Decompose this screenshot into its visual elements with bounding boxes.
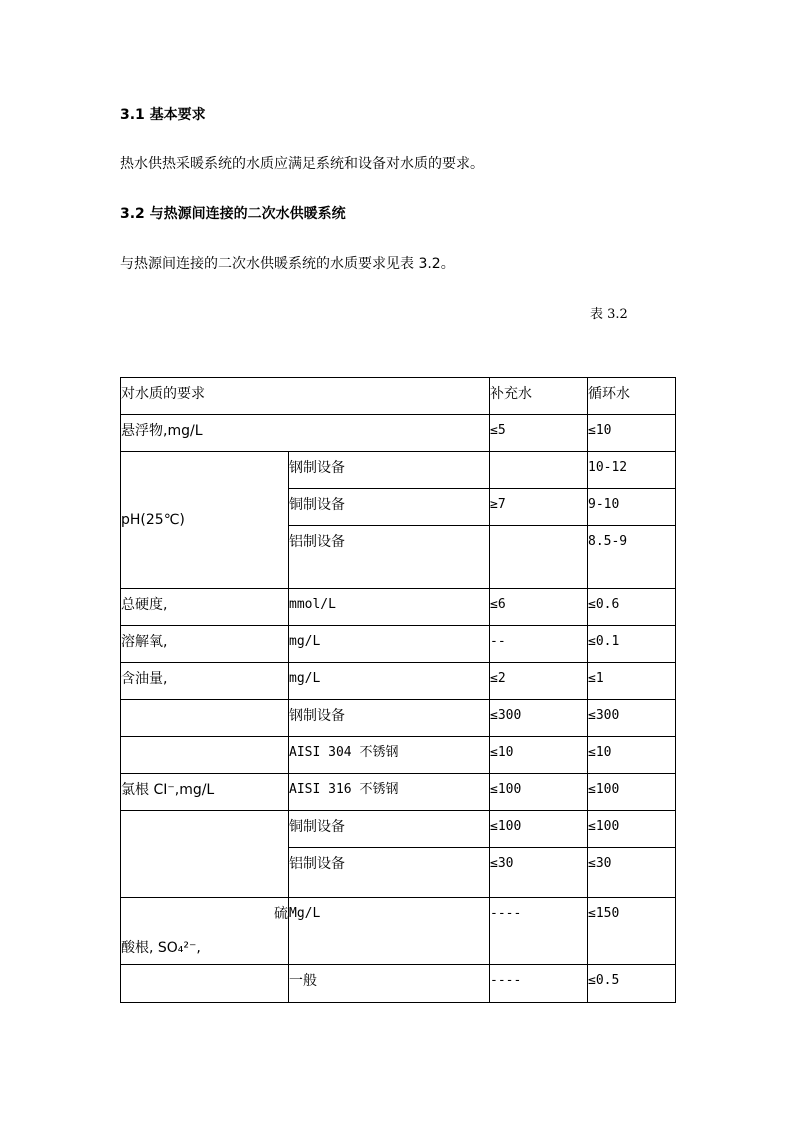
cell: ≤10: [588, 415, 676, 452]
cell: ≤5: [490, 415, 588, 452]
cell: 含油量,: [121, 663, 289, 700]
cell: [121, 965, 289, 1003]
cell: 钢制设备: [289, 452, 490, 489]
cell: mg/L: [289, 663, 490, 700]
section-3-1-heading: 3.1 基本要求: [120, 107, 206, 123]
cell: 钢制设备: [289, 700, 490, 737]
cell: ≤30: [490, 848, 588, 898]
section-3-2-body: 与热源间连接的二次水供暖系统的水质要求见表 3.2。: [120, 256, 455, 272]
cell: [121, 737, 289, 774]
cell: [121, 700, 289, 737]
cell: ≤10: [490, 737, 588, 774]
cell: ≤1: [588, 663, 676, 700]
header-circulating-water: 循环水: [588, 378, 676, 415]
table-row: [121, 415, 676, 452]
cell: ≤100: [588, 811, 676, 848]
cell: ≤6: [490, 589, 588, 626]
cell: ≤2: [490, 663, 588, 700]
header-makeup-water: 补充水: [490, 378, 588, 415]
cell: 总硬度,: [121, 589, 289, 626]
cell: ≤0.1: [588, 626, 676, 663]
cell: [490, 526, 588, 589]
cell-chloride-label: 氯根 CI⁻,mg/L: [121, 774, 289, 811]
cell: ≤100: [490, 811, 588, 848]
cell: 一般: [289, 965, 490, 1003]
cell: mmol/L: [289, 589, 490, 626]
cell: ----: [490, 965, 588, 1003]
cell: 溶解氧,: [121, 626, 289, 663]
cell: ≤100: [490, 774, 588, 811]
table-row: [121, 774, 676, 811]
cell: mg/L: [289, 626, 490, 663]
cell-sulfate-label: 硫 酸根, SO₄²⁻,: [121, 898, 289, 965]
cell: 8.5-9: [588, 526, 676, 589]
cell: ≤0.5: [588, 965, 676, 1003]
table-row: [121, 965, 676, 1003]
cell-suspended-solids: 悬浮物,mg/L: [121, 415, 490, 452]
cell: ≤300: [588, 700, 676, 737]
cell: ----: [490, 898, 588, 965]
cell: [490, 452, 588, 489]
table-row: [121, 898, 676, 965]
table-row: [121, 700, 676, 737]
cell: ≥7: [490, 489, 588, 526]
cell: 9-10: [588, 489, 676, 526]
cell: AISI 304 不锈钢: [289, 737, 490, 774]
cell: ≤300: [490, 700, 588, 737]
section-3-2-heading: 3.2 与热源间连接的二次水供暖系统: [120, 206, 346, 222]
cell: 铜制设备: [289, 811, 490, 848]
cell: ≤30: [588, 848, 676, 898]
table-row: [121, 811, 676, 848]
cell: ≤150: [588, 898, 676, 965]
cell: ≤100: [588, 774, 676, 811]
cell: 铜制设备: [289, 489, 490, 526]
cell: --: [490, 626, 588, 663]
cell: 铝制设备: [289, 526, 490, 589]
cell: AISI 316 不锈钢: [289, 774, 490, 811]
cell-ph-label: pH(25℃): [121, 452, 289, 589]
table-row: [121, 452, 676, 489]
table-row: [121, 737, 676, 774]
cell: ≤10: [588, 737, 676, 774]
table-caption: 表 3.2: [590, 307, 628, 322]
cell: [121, 811, 289, 898]
table-row: [121, 589, 676, 626]
cell: Mg/L: [289, 898, 490, 965]
cell: 10-12: [588, 452, 676, 489]
cell: 铝制设备: [289, 848, 490, 898]
table-header-row: [121, 378, 676, 415]
table-row: [121, 626, 676, 663]
cell: ≤0.6: [588, 589, 676, 626]
table-row: [121, 663, 676, 700]
section-3-1-body: 热水供热采暖系统的水质应满足系统和设备对水质的要求。: [120, 156, 484, 172]
water-quality-table: [120, 377, 676, 1003]
header-requirement: 对水质的要求: [121, 378, 490, 415]
